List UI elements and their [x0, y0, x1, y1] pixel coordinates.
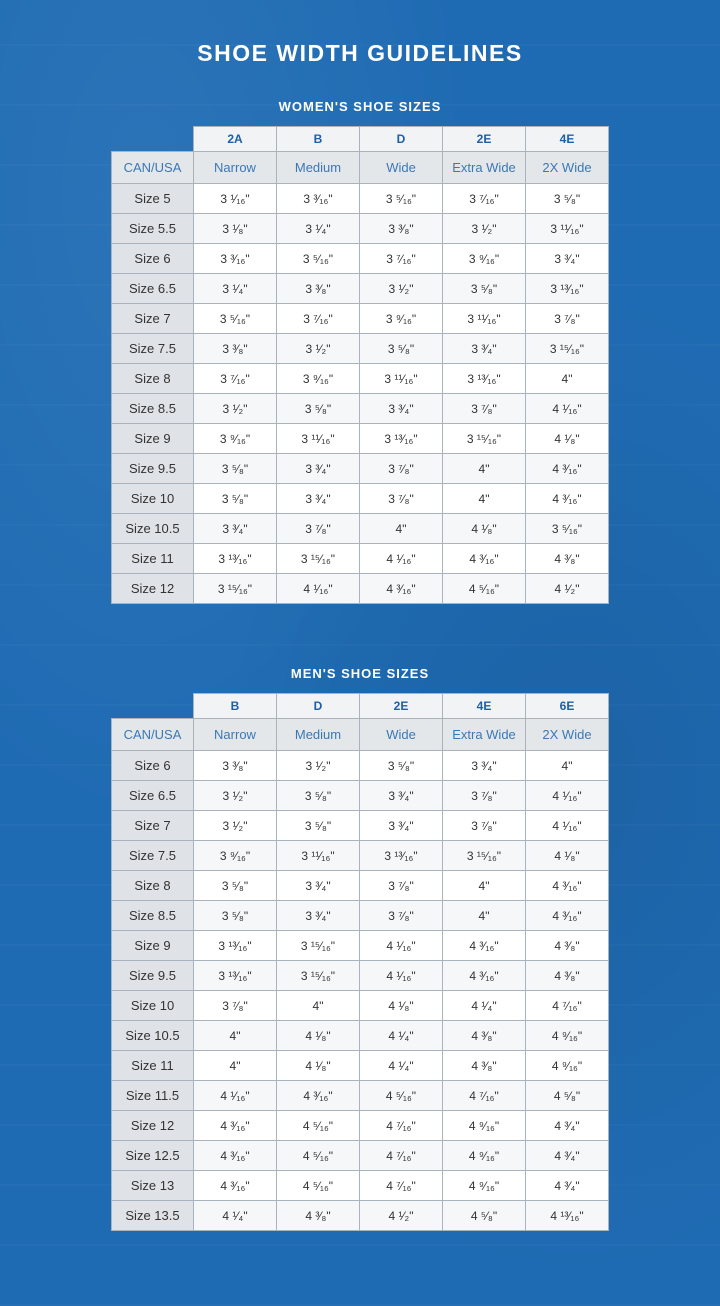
width-measurement: 3 ¹¹⁄₁₆" [443, 304, 526, 334]
width-measurement: 3 ¹¹⁄₁₆" [360, 364, 443, 394]
width-measurement: 4 ³⁄₈" [277, 1201, 360, 1231]
width-measurement: 3 ⁹⁄₁₆" [360, 304, 443, 334]
table-row [112, 184, 609, 214]
width-measurement: 4 ¹⁄₄" [360, 1051, 443, 1081]
width-measurement: 3 ⁵⁄₈" [194, 901, 277, 931]
table-row [112, 841, 609, 871]
width-measurement: 3 ⁵⁄₈" [360, 334, 443, 364]
size-label: Size 9.5 [112, 454, 194, 484]
width-measurement: 3 ⁹⁄₁₆" [194, 424, 277, 454]
width-measurement: 4 ⁵⁄₈" [443, 1201, 526, 1231]
width-name-header: Narrow [194, 719, 277, 751]
width-measurement: 3 ¹⁄₂" [277, 334, 360, 364]
width-name-header: 2X Wide [526, 719, 609, 751]
size-label: Size 5 [112, 184, 194, 214]
width-measurement: 3 ⁵⁄₈" [277, 781, 360, 811]
width-measurement: 3 ³⁄₄" [194, 514, 277, 544]
width-measurement: 4 ¹⁄₁₆" [526, 394, 609, 424]
width-measurement: 3 ¹⁵⁄₁₆" [194, 574, 277, 604]
width-measurement: 3 ⁷⁄₈" [443, 811, 526, 841]
corner-blank [112, 694, 194, 719]
table-row [112, 244, 609, 274]
table-row [112, 574, 609, 604]
table-row [112, 991, 609, 1021]
table-row [112, 424, 609, 454]
width-measurement: 4 ¹⁄₁₆" [360, 961, 443, 991]
width-code-row [112, 694, 609, 719]
width-measurement: 3 ⁵⁄₈" [526, 184, 609, 214]
width-measurement: 3 ⁹⁄₁₆" [277, 364, 360, 394]
width-measurement: 3 ⁵⁄₈" [194, 454, 277, 484]
size-label: Size 9 [112, 424, 194, 454]
width-measurement: 3 ³⁄₈" [194, 751, 277, 781]
corner-blank [112, 127, 194, 152]
size-label: Size 11 [112, 1051, 194, 1081]
width-measurement: 3 ³⁄₄" [360, 811, 443, 841]
table-row [112, 514, 609, 544]
table-row [112, 1081, 609, 1111]
width-measurement: 4 ¹⁄₈" [526, 841, 609, 871]
width-measurement: 4 ³⁄₁₆" [194, 1171, 277, 1201]
width-measurement: 4" [277, 991, 360, 1021]
width-measurement: 4 ³⁄₄" [526, 1171, 609, 1201]
width-name-row [112, 152, 609, 184]
width-measurement: 3 ¹⁄₂" [443, 214, 526, 244]
width-measurement: 4 ¹⁄₁₆" [526, 781, 609, 811]
width-measurement: 3 ⁷⁄₈" [360, 871, 443, 901]
width-name-header: Wide [360, 719, 443, 751]
width-measurement: 4 ³⁄₁₆" [526, 901, 609, 931]
width-measurement: 3 ¹⁵⁄₁₆" [443, 424, 526, 454]
width-measurement: 3 ⁹⁄₁₆" [194, 841, 277, 871]
size-label: Size 8.5 [112, 394, 194, 424]
size-label: Size 8 [112, 364, 194, 394]
table-row [112, 214, 609, 244]
width-measurement: 3 ³⁄₄" [443, 334, 526, 364]
width-measurement: 4 ⁷⁄₁₆" [443, 1081, 526, 1111]
width-measurement: 4 ⁵⁄₈" [526, 1081, 609, 1111]
width-measurement: 4 ⁷⁄₁₆" [360, 1171, 443, 1201]
width-measurement: 3 ³⁄₄" [277, 871, 360, 901]
width-measurement: 3 ⁵⁄₈" [277, 811, 360, 841]
width-measurement: 3 ⁵⁄₁₆" [526, 514, 609, 544]
width-measurement: 4 ⁵⁄₁₆" [277, 1171, 360, 1201]
width-measurement: 4 ¹⁄₄" [360, 1021, 443, 1051]
width-measurement: 4 ¹⁄₁₆" [526, 811, 609, 841]
table-row [112, 1171, 609, 1201]
table-row [112, 1111, 609, 1141]
table-row [112, 781, 609, 811]
size-label: Size 7 [112, 304, 194, 334]
width-measurement: 3 ⁵⁄₈" [194, 871, 277, 901]
width-measurement: 4 ⁷⁄₁₆" [526, 991, 609, 1021]
size-label: Size 6 [112, 244, 194, 274]
width-measurement: 4 ³⁄₄" [526, 1111, 609, 1141]
table-row [112, 274, 609, 304]
table-row [112, 931, 609, 961]
width-measurement: 4 ³⁄₁₆" [360, 574, 443, 604]
width-measurement: 3 ⁷⁄₁₆" [277, 304, 360, 334]
size-label: Size 6.5 [112, 274, 194, 304]
size-label: Size 7.5 [112, 841, 194, 871]
width-measurement: 3 ⁷⁄₈" [526, 304, 609, 334]
size-label: Size 9.5 [112, 961, 194, 991]
width-measurement: 3 ¹¹⁄₁₆" [526, 214, 609, 244]
width-measurement: 3 ⁷⁄₁₆" [443, 184, 526, 214]
size-system-header: CAN/USA [112, 152, 194, 184]
width-measurement: 3 ¹³⁄₁₆" [360, 841, 443, 871]
width-name-header: Extra Wide [443, 152, 526, 184]
width-measurement: 3 ¹⁄₂" [194, 781, 277, 811]
size-label: Size 7.5 [112, 334, 194, 364]
width-measurement: 4 ¹⁄₂" [526, 574, 609, 604]
width-measurement: 4" [194, 1021, 277, 1051]
table-row [112, 1141, 609, 1171]
table-row [112, 1201, 609, 1231]
width-measurement: 4 ³⁄₁₆" [277, 1081, 360, 1111]
width-measurement: 4 ¹⁄₁₆" [194, 1081, 277, 1111]
table-row [112, 751, 609, 781]
width-measurement: 4 ³⁄₁₆" [194, 1141, 277, 1171]
width-measurement: 4 ¹⁄₁₆" [360, 544, 443, 574]
width-measurement: 4" [194, 1051, 277, 1081]
width-measurement: 3 ¹³⁄₁₆" [194, 931, 277, 961]
width-measurement: 3 ¹⁵⁄₁₆" [277, 961, 360, 991]
size-label: Size 10.5 [112, 514, 194, 544]
width-code-header: D [360, 127, 443, 152]
width-code-header: B [194, 694, 277, 719]
width-measurement: 4 ⁷⁄₁₆" [360, 1111, 443, 1141]
width-measurement: 3 ¹³⁄₁₆" [194, 544, 277, 574]
width-measurement: 4" [443, 901, 526, 931]
width-measurement: 3 ¹⁵⁄₁₆" [277, 931, 360, 961]
womens-size-table [111, 126, 609, 604]
width-code-header: 2E [360, 694, 443, 719]
width-measurement: 4 ³⁄₈" [526, 544, 609, 574]
width-measurement: 3 ⁷⁄₈" [360, 901, 443, 931]
width-name-header: Medium [277, 152, 360, 184]
width-measurement: 4 ¹⁄₈" [360, 991, 443, 1021]
size-label: Size 13.5 [112, 1201, 194, 1231]
size-label: Size 10.5 [112, 1021, 194, 1051]
table-row [112, 364, 609, 394]
width-code-row [112, 127, 609, 152]
width-measurement: 4 ¹³⁄₁₆" [526, 1201, 609, 1231]
width-measurement: 4 ⁵⁄₁₆" [443, 574, 526, 604]
width-measurement: 3 ¹⁵⁄₁₆" [443, 841, 526, 871]
width-code-header: 4E [526, 127, 609, 152]
width-measurement: 4 ⁹⁄₁₆" [443, 1111, 526, 1141]
width-measurement: 4 ¹⁄₈" [277, 1021, 360, 1051]
size-label: Size 12 [112, 574, 194, 604]
table-row [112, 1021, 609, 1051]
width-measurement: 4 ³⁄₁₆" [443, 931, 526, 961]
width-measurement: 3 ⁷⁄₈" [443, 394, 526, 424]
width-measurement: 4 ⁵⁄₁₆" [360, 1081, 443, 1111]
width-measurement: 4 ³⁄₁₆" [526, 454, 609, 484]
width-measurement: 4" [443, 454, 526, 484]
width-code-header: D [277, 694, 360, 719]
width-measurement: 3 ³⁄₈" [360, 214, 443, 244]
width-name-header: 2X Wide [526, 152, 609, 184]
table-row [112, 304, 609, 334]
width-measurement: 4 ¹⁄₄" [443, 991, 526, 1021]
width-measurement: 3 ⁷⁄₈" [277, 514, 360, 544]
width-code-header: 2A [194, 127, 277, 152]
width-measurement: 3 ¹⁄₂" [360, 274, 443, 304]
width-measurement: 3 ¹³⁄₁₆" [194, 961, 277, 991]
width-code-header: B [277, 127, 360, 152]
table-row [112, 544, 609, 574]
width-measurement: 3 ¹⁄₈" [194, 214, 277, 244]
width-measurement: 3 ³⁄₈" [277, 274, 360, 304]
width-measurement: 4 ³⁄₈" [526, 931, 609, 961]
width-measurement: 4 ⁷⁄₁₆" [360, 1141, 443, 1171]
width-measurement: 4" [526, 751, 609, 781]
width-measurement: 3 ⁷⁄₈" [194, 991, 277, 1021]
width-measurement: 4 ¹⁄₂" [360, 1201, 443, 1231]
width-measurement: 3 ¹³⁄₁₆" [360, 424, 443, 454]
width-measurement: 3 ¹⁄₄" [277, 214, 360, 244]
width-name-header: Narrow [194, 152, 277, 184]
table-row [112, 871, 609, 901]
width-measurement: 3 ⁵⁄₈" [443, 274, 526, 304]
table-row [112, 484, 609, 514]
width-measurement: 3 ⁵⁄₁₆" [360, 184, 443, 214]
width-measurement: 4 ¹⁄₈" [277, 1051, 360, 1081]
width-measurement: 3 ¹⁄₂" [194, 811, 277, 841]
width-measurement: 4" [526, 364, 609, 394]
width-measurement: 4 ⁹⁄₁₆" [526, 1051, 609, 1081]
table-row [112, 901, 609, 931]
width-measurement: 3 ¹⁄₂" [194, 394, 277, 424]
width-measurement: 3 ³⁄₈" [194, 334, 277, 364]
table-row [112, 394, 609, 424]
width-measurement: 3 ¹³⁄₁₆" [526, 274, 609, 304]
width-measurement: 3 ⁵⁄₁₆" [194, 304, 277, 334]
width-code-header: 2E [443, 127, 526, 152]
size-label: Size 12 [112, 1111, 194, 1141]
width-measurement: 3 ³⁄₁₆" [277, 184, 360, 214]
width-measurement: 4 ⁵⁄₁₆" [277, 1111, 360, 1141]
width-measurement: 3 ¹⁵⁄₁₆" [526, 334, 609, 364]
page-title: SHOE WIDTH GUIDELINES [197, 40, 523, 66]
width-measurement: 3 ⁵⁄₈" [277, 394, 360, 424]
table-row [112, 334, 609, 364]
width-measurement: 3 ¹¹⁄₁₆" [277, 841, 360, 871]
table-row [112, 1051, 609, 1081]
size-label: Size 9 [112, 931, 194, 961]
width-measurement: 3 ¹⁵⁄₁₆" [277, 544, 360, 574]
width-name-header: Medium [277, 719, 360, 751]
width-name-header: Extra Wide [443, 719, 526, 751]
width-measurement: 4 ¹⁄₈" [526, 424, 609, 454]
width-measurement: 3 ¹³⁄₁₆" [443, 364, 526, 394]
width-measurement: 4 ¹⁄₁₆" [277, 574, 360, 604]
width-measurement: 4 ³⁄₁₆" [526, 871, 609, 901]
size-label: Size 12.5 [112, 1141, 194, 1171]
width-measurement: 3 ³⁄₄" [360, 781, 443, 811]
width-measurement: 3 ¹⁄₂" [277, 751, 360, 781]
width-measurement: 4 ³⁄₈" [443, 1051, 526, 1081]
width-measurement: 3 ⁷⁄₈" [360, 484, 443, 514]
width-measurement: 3 ⁵⁄₁₆" [277, 244, 360, 274]
width-measurement: 4 ⁹⁄₁₆" [443, 1171, 526, 1201]
width-measurement: 3 ¹⁄₄" [194, 274, 277, 304]
table-row [112, 811, 609, 841]
size-label: Size 11.5 [112, 1081, 194, 1111]
size-label: Size 10 [112, 991, 194, 1021]
size-system-header: CAN/USA [112, 719, 194, 751]
width-measurement: 3 ⁷⁄₁₆" [360, 244, 443, 274]
width-measurement: 4" [360, 514, 443, 544]
width-measurement: 3 ³⁄₄" [360, 394, 443, 424]
width-measurement: 3 ⁷⁄₈" [360, 454, 443, 484]
width-measurement: 3 ¹⁄₁₆" [194, 184, 277, 214]
width-measurement: 4" [443, 484, 526, 514]
width-measurement: 3 ⁹⁄₁₆" [443, 244, 526, 274]
width-measurement: 4 ³⁄₄" [526, 1141, 609, 1171]
width-code-header: 4E [443, 694, 526, 719]
width-measurement: 3 ³⁄₄" [277, 454, 360, 484]
size-label: Size 6 [112, 751, 194, 781]
width-measurement: 3 ³⁄₄" [526, 244, 609, 274]
width-measurement: 3 ³⁄₄" [277, 901, 360, 931]
size-label: Size 11 [112, 544, 194, 574]
width-measurement: 4 ³⁄₁₆" [443, 544, 526, 574]
width-measurement: 4 ⁹⁄₁₆" [526, 1021, 609, 1051]
width-measurement: 3 ⁷⁄₈" [443, 781, 526, 811]
width-measurement: 3 ³⁄₄" [277, 484, 360, 514]
width-measurement: 4" [443, 871, 526, 901]
width-measurement: 3 ⁵⁄₈" [194, 484, 277, 514]
width-measurement: 4 ¹⁄₁₆" [360, 931, 443, 961]
size-label: Size 5.5 [112, 214, 194, 244]
mens-size-table [111, 693, 609, 1231]
width-measurement: 4 ³⁄₁₆" [443, 961, 526, 991]
size-label: Size 6.5 [112, 781, 194, 811]
width-measurement: 4 ³⁄₈" [443, 1021, 526, 1051]
width-measurement: 4 ¹⁄₈" [443, 514, 526, 544]
size-label: Size 13 [112, 1171, 194, 1201]
table-row [112, 961, 609, 991]
width-code-header: 6E [526, 694, 609, 719]
width-measurement: 3 ⁵⁄₈" [360, 751, 443, 781]
size-label: Size 8 [112, 871, 194, 901]
width-measurement: 3 ³⁄₁₆" [194, 244, 277, 274]
width-measurement: 3 ¹¹⁄₁₆" [277, 424, 360, 454]
width-measurement: 3 ³⁄₄" [443, 751, 526, 781]
width-name-row [112, 719, 609, 751]
width-name-header: Wide [360, 152, 443, 184]
table-row [112, 454, 609, 484]
width-measurement: 4 ³⁄₈" [526, 961, 609, 991]
size-label: Size 10 [112, 484, 194, 514]
size-label: Size 7 [112, 811, 194, 841]
width-measurement: 4 ¹⁄₄" [194, 1201, 277, 1231]
width-measurement: 4 ³⁄₁₆" [526, 484, 609, 514]
width-measurement: 4 ³⁄₁₆" [194, 1111, 277, 1141]
mens-section-title: MEN'S SHOE SIZES [290, 666, 430, 681]
width-measurement: 4 ⁹⁄₁₆" [443, 1141, 526, 1171]
width-measurement: 3 ⁷⁄₁₆" [194, 364, 277, 394]
size-label: Size 8.5 [112, 901, 194, 931]
width-measurement: 4 ⁵⁄₁₆" [277, 1141, 360, 1171]
womens-section-title: WOMEN'S SHOE SIZES [278, 99, 442, 114]
